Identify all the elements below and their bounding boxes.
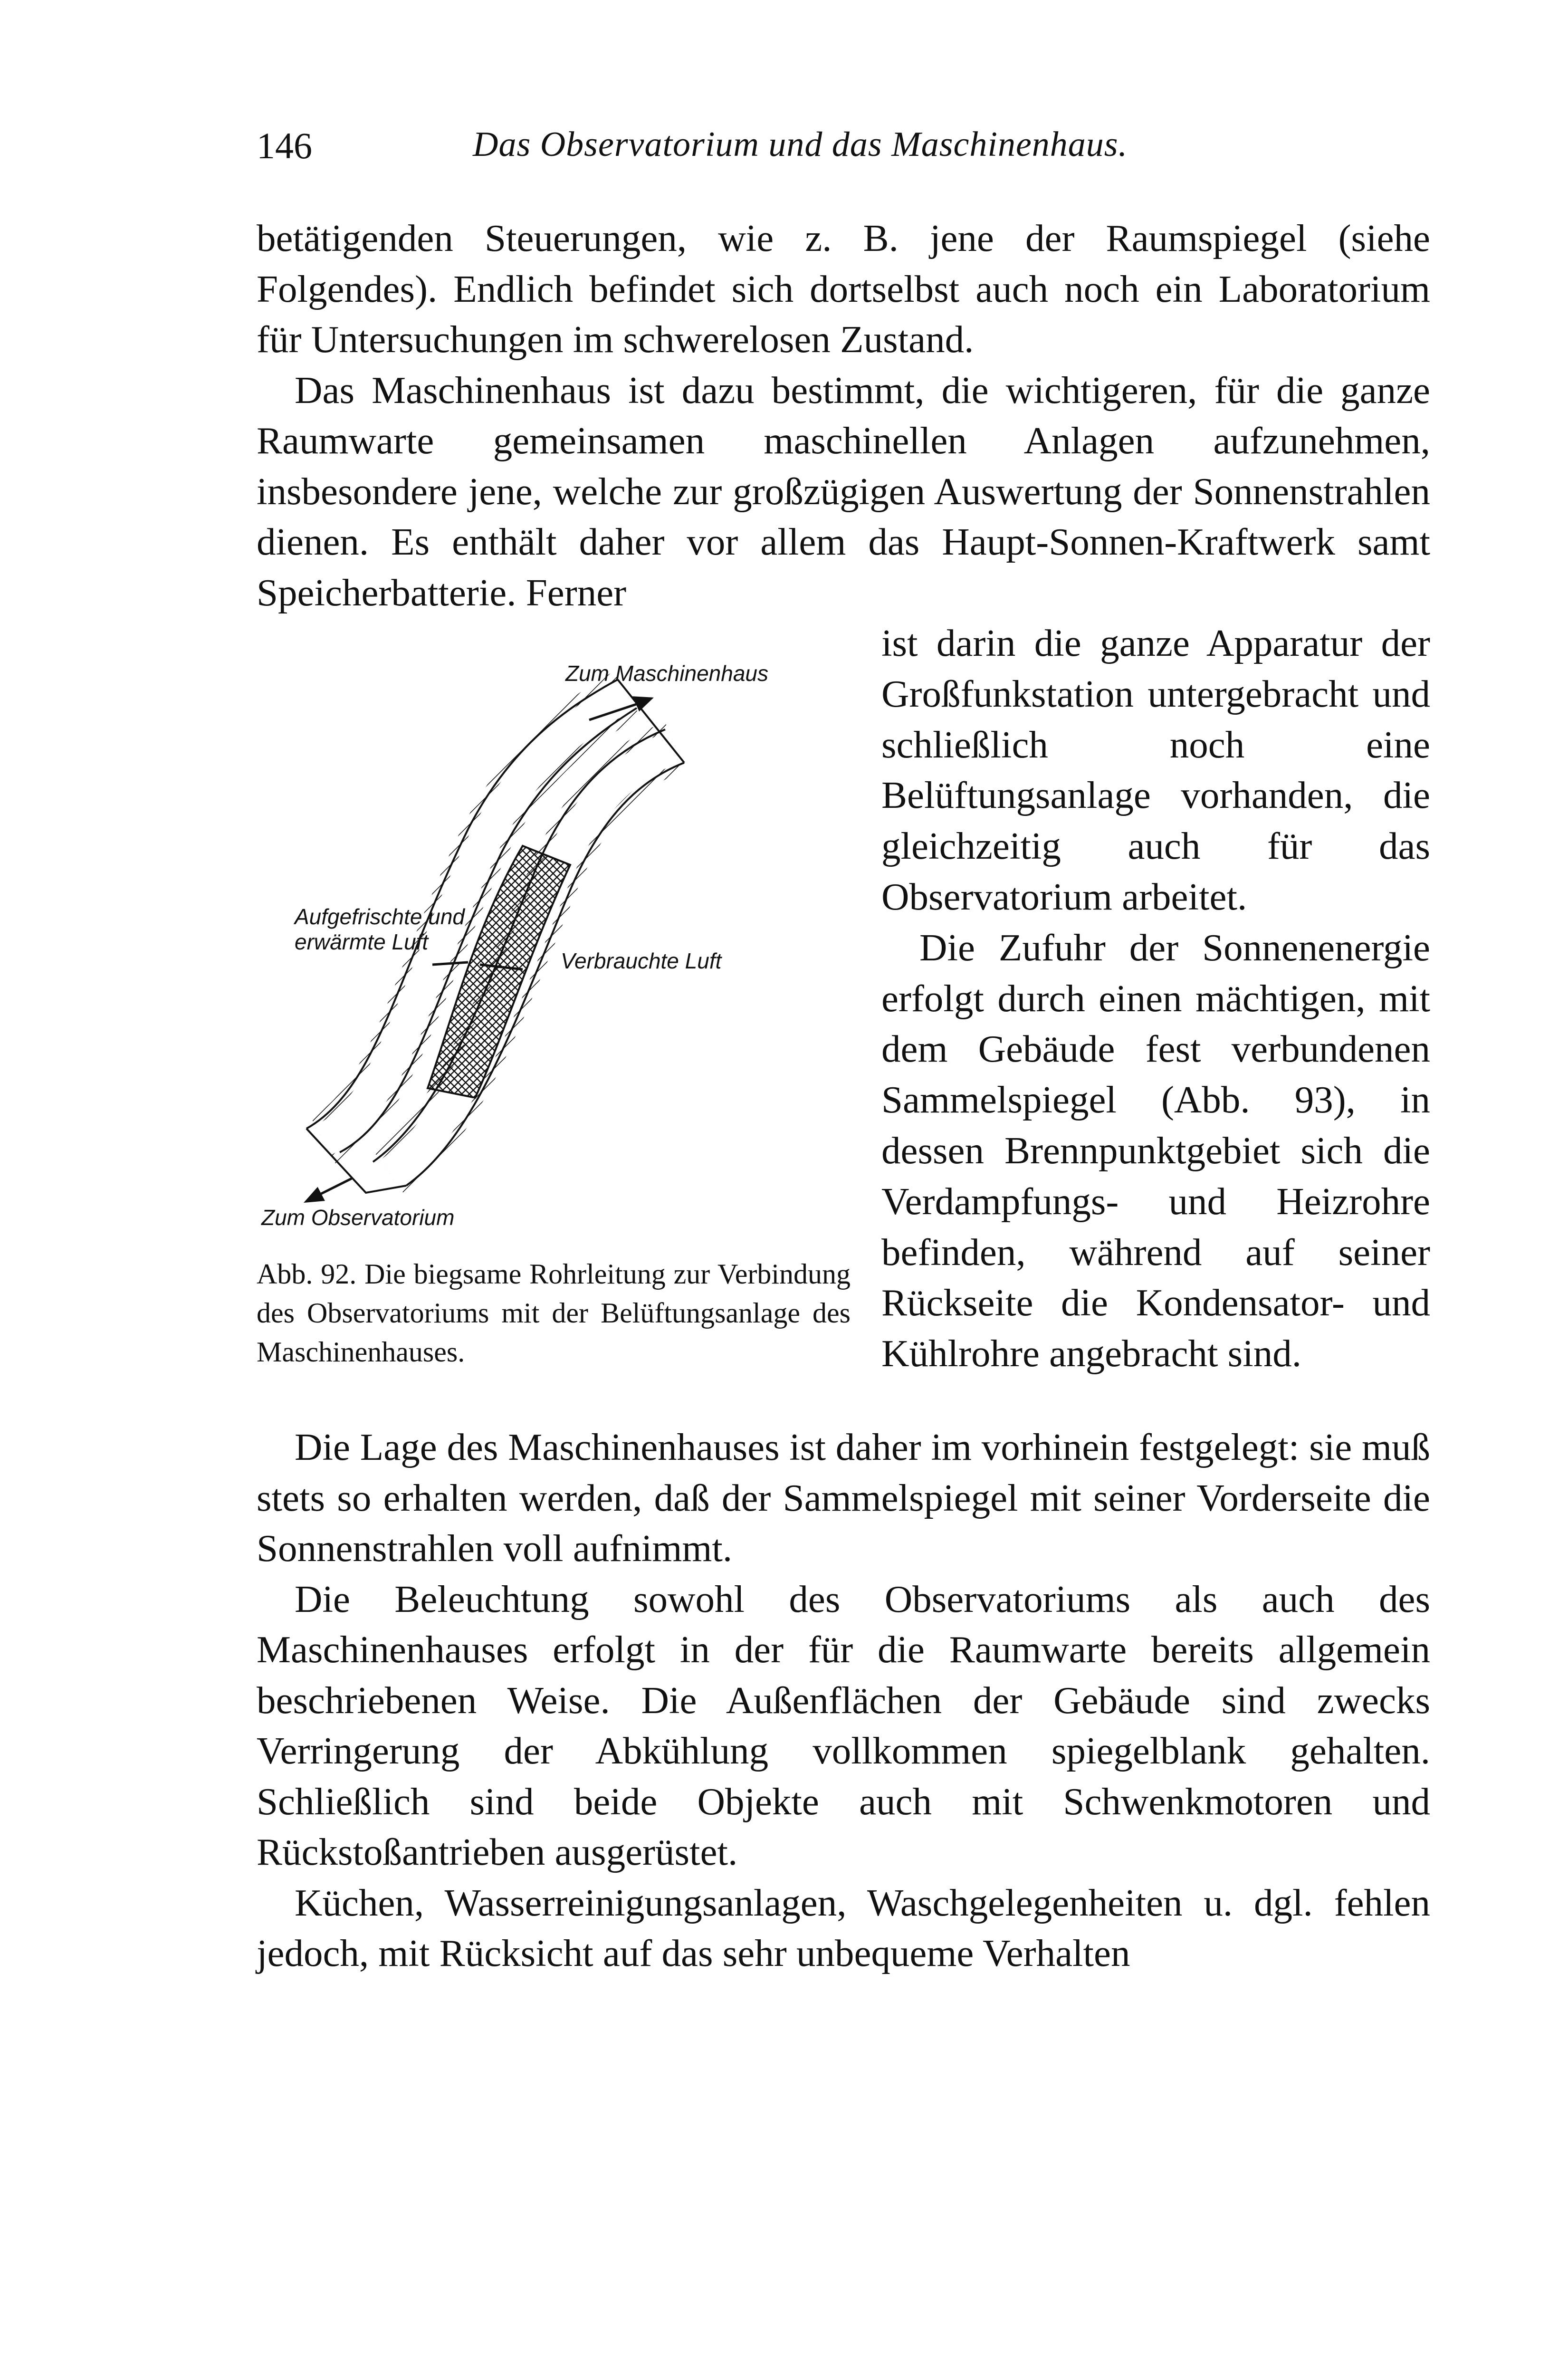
label-used-air: Verbrauchte Luft	[561, 948, 722, 973]
bottom-text-block	[257, 1422, 1430, 1979]
page-header	[257, 125, 1430, 186]
figure-flexible-pipe	[257, 661, 870, 1231]
label-fresh-air-line-2: erwärmte Luft	[295, 929, 429, 954]
right-text-column	[881, 618, 1430, 1379]
figure-caption: Abb. 92. Die biegsame Rohrleitung zur Verbindung des Observatoriums mit der Belüftungsanlage des Maschinenhauses.	[257, 1258, 851, 1368]
paragraph: Küchen, Wasserreinigungsanlagen, Waschgelegenheiten u. dgl. fehlen jedoch, mit Rücksicht auf das sehr unbequeme Verhalten	[257, 1881, 1430, 1974]
paragraph: Die Beleuchtung sowohl des Observatoriums als auch des Maschinenhauses erfolgt in der für die Raumwarte bereits allgemein beschriebenen Weise. Die Außenflächen der Gebäude sind zwecks Verringerung der Abkühlung vollkommen spiegelblank gehalten. Schließlich sind beide Objekte auch mit Schwenkmotoren und Rückstoßantrieben ausgerüstet.	[257, 1577, 1430, 1873]
paragraph: ist darin die ganze Apparatur der Großfunkstation untergebracht und schließlich noch eine Belüftungsanlage vorhanden, die gleichzeitig auch für das Observatorium arbeitet.	[881, 622, 1430, 918]
label-fresh-air-line-1: Aufgefrischte und	[295, 904, 465, 929]
paragraph: Die Lage des Maschinenhauses ist daher im vorhinein festgelegt: sie muß stets so erhalten werden, daß der Sammelspiegel mit seiner Vorderseite die Sonnenstrahlen voll aufnimmt.	[257, 1426, 1430, 1570]
page-number: 146	[257, 125, 312, 166]
running-title: Das Observatorium und das Maschinenhaus.	[473, 125, 1128, 164]
top-text-block	[257, 213, 1430, 618]
paragraph: betätigenden Steuerungen, wie z. B. jene der Raumspiegel (siehe Folgendes). Endlich befindet sich dortselbst auch noch ein Laboratorium für Untersuchungen im schwerelosen Zustand.	[257, 217, 1430, 361]
label-to-observatory: Zum Observatorium	[261, 1205, 455, 1230]
paragraph: Das Maschinenhaus ist dazu bestimmt, die wichtigeren, für die ganze Raumwarte gemeinsamen maschinellen Anlagen aufzunehmen, insbesondere jene, welche zur großzügigen Auswertung der Sonnenstrahlen dienen. Es enthält daher vor allem das Haupt-Sonnen-Kraftwerk samt Speicherbatterie. Ferner	[257, 368, 1430, 614]
paragraph: Die Zufuhr der Sonnenenergie erfolgt durch einen mächtigen, mit dem Gebäude fest verbundenen Sammelspiegel (Abb. 93), in dessen Brennpunktgebiet sich die Verdampfungs- und Heizrohre befinden, während auf seiner Rückseite die Kondensator- und Kühlrohre angebracht sind.	[881, 926, 1430, 1375]
label-to-engine-house: Zum Maschinenhaus	[565, 661, 768, 686]
